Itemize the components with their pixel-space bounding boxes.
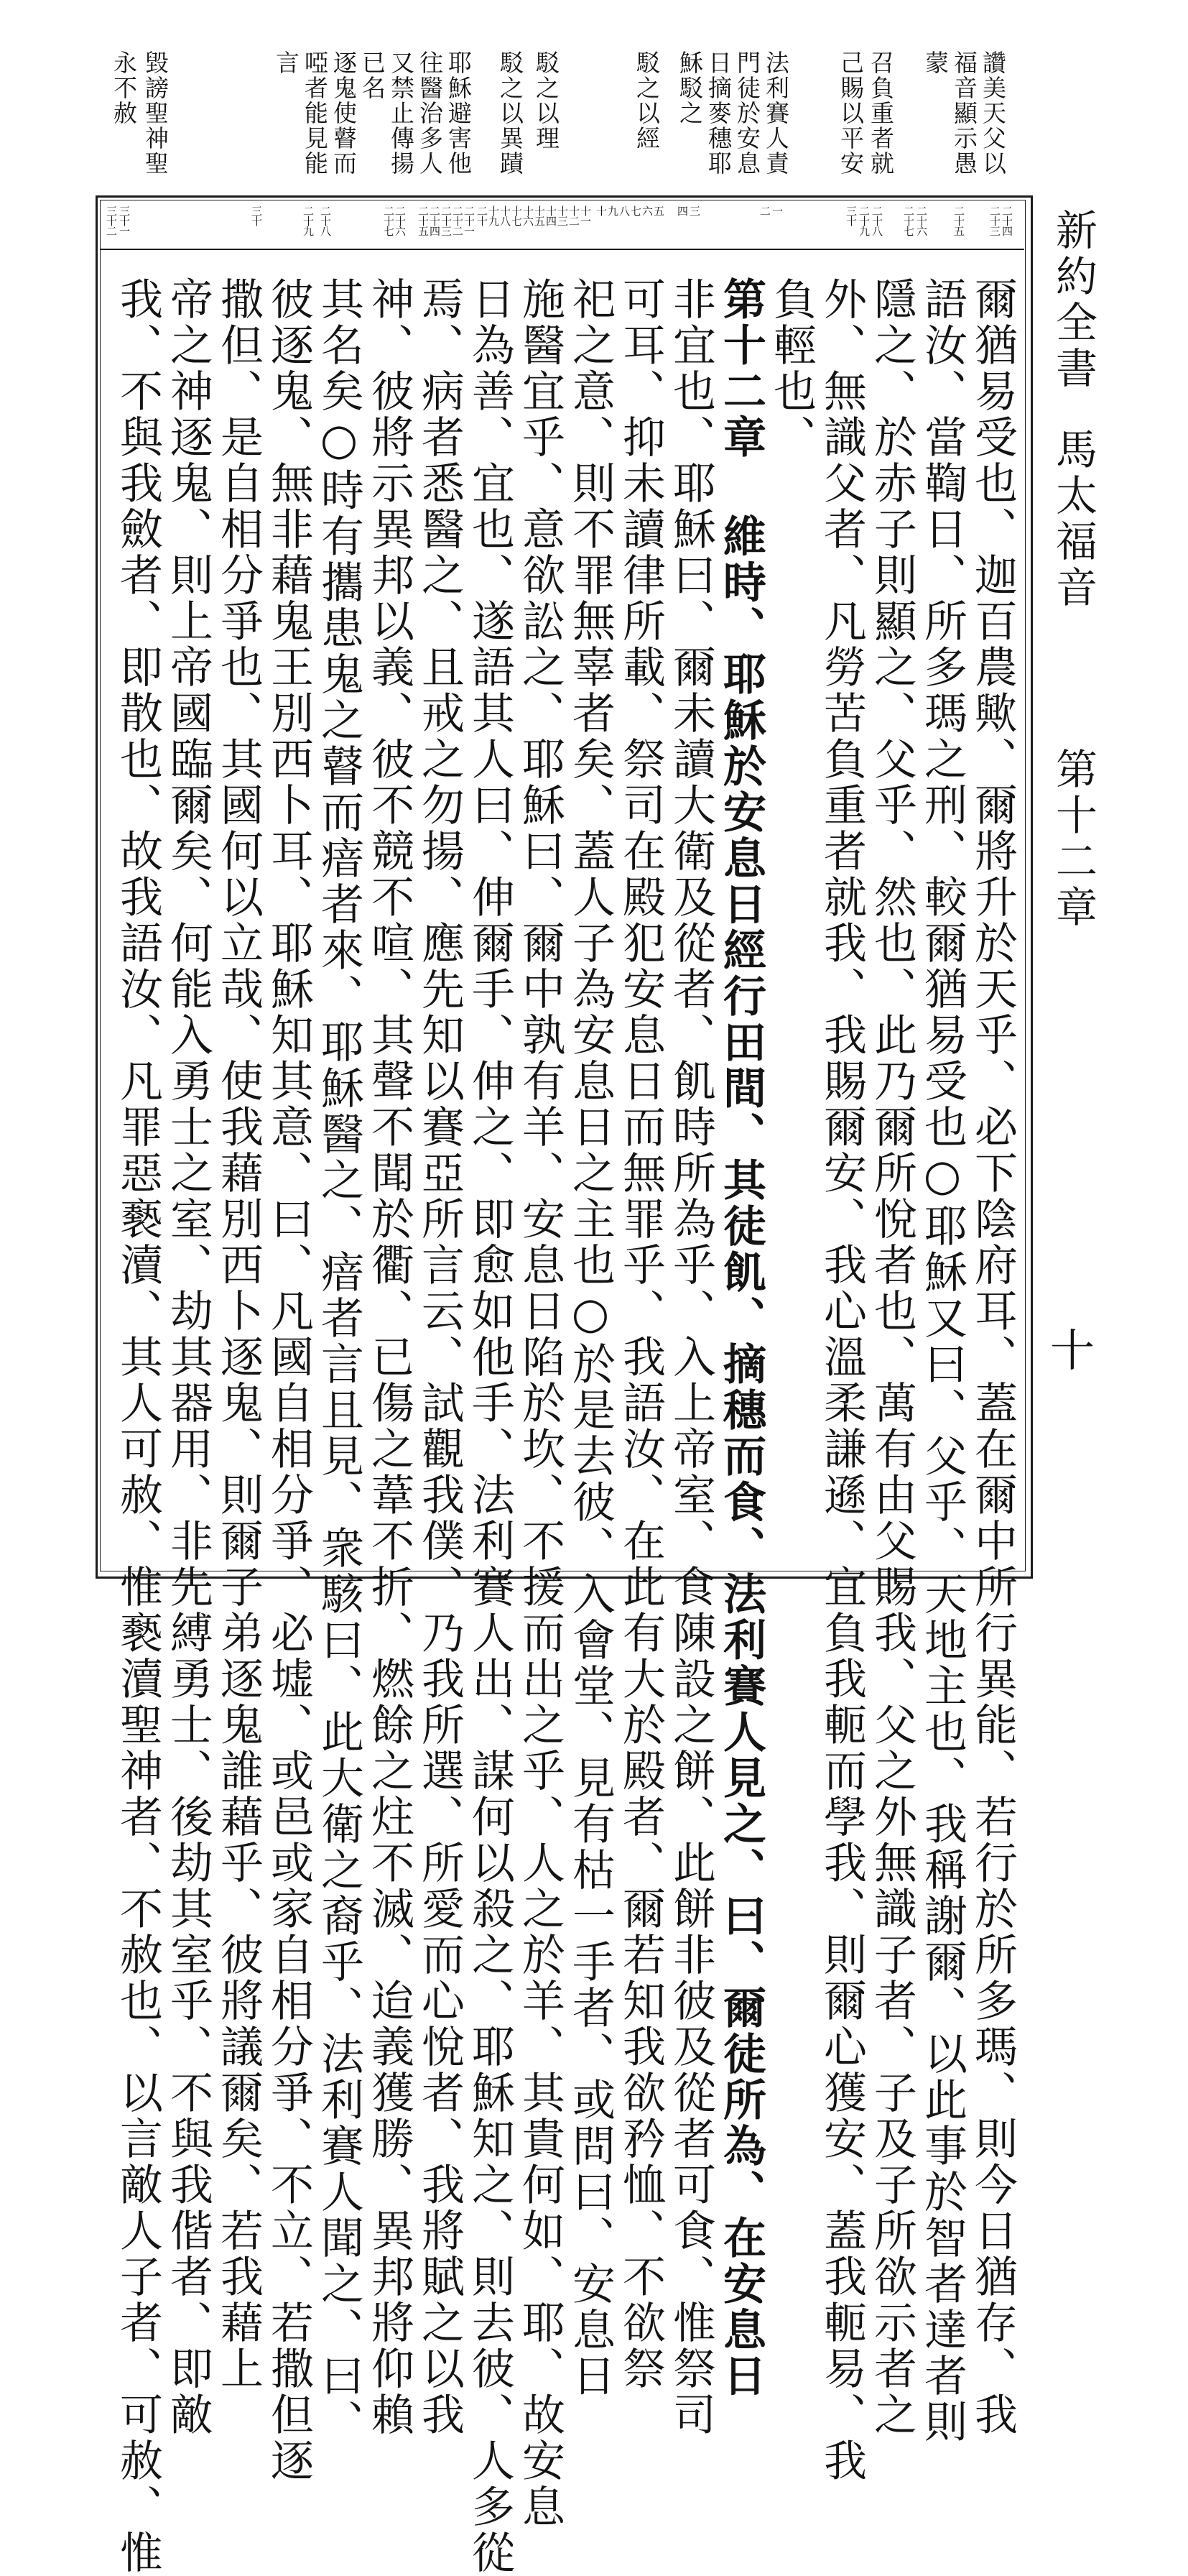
verse-number: 二 xyxy=(758,206,771,216)
chapter-heading-column: 第十二章 維時、耶穌於安息日經行田間、其徒飢、摘穗而食、法利賽人見之、曰、爾徒所為、在安息日 xyxy=(716,277,766,2399)
marginal-note-3: 蒙 xyxy=(922,50,950,75)
marginal-note-5: 己賜以平安 xyxy=(837,50,865,176)
text-column-8: 可耳、抑未讀律所載、祭司在殿犯安息日而無罪乎、我語汝、在此有大於殿者、爾若知我欲矜恤、不欲祭 xyxy=(616,277,666,2392)
text-column-17: 帝之神逐鬼、則上帝國臨爾矣、何能入勇士之室、劫其器用、非先縛勇士、後劫其室乎、不與我偕者、即敵 xyxy=(163,277,213,2438)
marginal-note-21: 永不赦 xyxy=(110,50,138,126)
verse-number: 二十三 xyxy=(988,206,1001,236)
verse-number: 二十八 xyxy=(871,206,883,236)
marginal-note-2: 福音顯示愚 xyxy=(950,50,978,176)
verse-number: 二十一 xyxy=(463,206,475,236)
verse-number: 二十九 xyxy=(858,206,871,236)
verse-ruler xyxy=(100,200,1024,250)
marginal-note-6: 法利賽人責 xyxy=(762,50,790,176)
verse-number: 二十七 xyxy=(902,206,915,236)
page-number: 十 xyxy=(1050,1324,1100,1377)
verse-number: 十一 xyxy=(579,206,592,226)
verse-number: 二十四 xyxy=(1001,206,1013,236)
marginal-note-19: 言 xyxy=(272,50,300,75)
text-column-5: 負輕也、 xyxy=(766,277,817,461)
marginal-note-20: 毀謗聖神聖 xyxy=(141,50,170,176)
text-column-11: 日為善、宜也、遂語其人曰、伸爾手、伸之、即愈如他手、法利賽人出、謀何以殺之、耶穌知之、則去彼、人多從 xyxy=(465,277,515,2576)
text-column-9: 祀之意、則不罪無辜者矣、蓋人子為安息日之主也○於是去彼、入會堂、見有枯一手者、或問曰、安息日 xyxy=(565,277,616,2399)
verse-number: 三十 xyxy=(845,206,858,226)
marginal-note-8: 日摘麥穗耶 xyxy=(705,50,733,176)
verse-number: 十八 xyxy=(498,206,511,226)
text-column-7: 非宜也、耶穌曰、爾未讀大衛及從者、飢時所為乎、入上帝室、食陳設之餅、此餅非彼及從者可食、惟祭司 xyxy=(666,277,716,2438)
text-column-12: 焉、病者悉醫之、且戒之勿揚、應先知以賽亞所言云、試觀我僕、乃我所選、所愛而心悅者、我將賦之以我 xyxy=(414,277,465,2438)
marginal-note-10: 駁之以經 xyxy=(633,50,661,151)
verse-number: 十三 xyxy=(556,206,569,226)
marginal-note-1: 讚美天父以 xyxy=(979,50,1007,176)
marginal-note-15: 又禁止傳揚 xyxy=(387,50,415,176)
verse-number: 七 xyxy=(629,206,642,216)
verse-number: 二十五 xyxy=(417,206,430,236)
verse-number: 十六 xyxy=(521,206,534,226)
marginal-note-9: 穌駁之 xyxy=(676,50,704,126)
verse-number: 二十四 xyxy=(428,206,441,236)
verse-number: 四 xyxy=(676,206,689,216)
verse-number: 二十九 xyxy=(302,206,315,236)
verse-number: 六 xyxy=(641,206,654,216)
text-column-4: 外、無識父者、凡勞苦負重者就我、我賜爾安、我心溫柔謙遜、宜負我軛而學我、則爾心獲安、蓋我軛易、我 xyxy=(817,277,867,2484)
text-column-2: 語汝、當鞫日、所多瑪之刑、較爾猶易受也○耶穌又曰、父乎、天地主也、我稱謝爾、以此事於智者達者則 xyxy=(917,277,967,2445)
verse-number: 十 xyxy=(595,206,608,216)
text-column-14: 其名矣○時有攜患鬼之瞽而瘖者來、耶穌醫之、瘖者言且見、衆駭曰、此大衛之裔乎、法利賽人聞之、曰、 xyxy=(314,277,364,2445)
marginal-note-13: 耶穌避害他 xyxy=(445,50,473,176)
verse-number: 二十 xyxy=(475,206,488,226)
text-column-10: 施醫宜乎、意欲訟之、耶穌曰、爾中孰有羊、安息日陷於坎、不援而出之乎、人之於羊、其貴何如、耶、故安息 xyxy=(515,277,565,2530)
verse-number: 十二 xyxy=(567,206,580,226)
verse-number: 三 xyxy=(688,206,701,216)
verse-number: 二十六 xyxy=(915,206,928,236)
marginal-note-4: 召負重者就 xyxy=(867,50,895,176)
marginal-note-7: 門徒於安息 xyxy=(733,50,761,176)
verse-number: 五 xyxy=(652,206,665,216)
verse-number: 十四 xyxy=(544,206,557,226)
text-column-18: 我、不與我斂者、即散也、故我語汝、凡罪惡褻瀆、其人可赦、惟褻瀆聖神者、不赦也、以言敵人子者、可赦、惟 xyxy=(113,277,163,2576)
verse-number: 一 xyxy=(771,206,784,216)
marginal-note-18: 啞者能見能 xyxy=(301,50,329,176)
verse-number: 二十七 xyxy=(382,206,395,236)
marginal-note-12: 駁之以異蹟 xyxy=(496,50,524,176)
verse-number: 二十六 xyxy=(394,206,407,236)
verse-number: 二十二 xyxy=(451,206,464,236)
marginal-note-14: 往醫治多人 xyxy=(416,50,444,176)
text-column-3: 隱之、於赤子則顯之、父乎、然也、此乃爾所悅者也、萬有由父賜我、父之外無識子者、子及子所欲示者之 xyxy=(867,277,917,2438)
verse-number: 八 xyxy=(618,206,631,216)
verse-number: 三十 xyxy=(250,206,263,226)
marginal-note-17: 逐鬼使瞽而 xyxy=(330,50,358,176)
marginal-note-11: 駁之以理 xyxy=(532,50,560,151)
verse-number: 十九 xyxy=(487,206,500,226)
marginal-note-16: 已名 xyxy=(358,50,386,101)
book-title: 新約全書 xyxy=(1049,208,1097,392)
text-column-16: 撒但、是自相分爭也、其國何以立哉、使我藉別西卜逐鬼、則爾子弟逐鬼誰藉乎、彼將議爾矣、若我藉上 xyxy=(213,277,264,2392)
gospel-title: 馬太福音 xyxy=(1049,428,1097,611)
verse-number: 十五 xyxy=(533,206,546,226)
chapter-title: 第十二章 xyxy=(1049,747,1097,931)
text-column-13: 神、彼將示異邦以義、彼不競不喧、其聲不聞於衢、已傷之葦不折、燃餘之炷不滅、迨義獲勝、異邦將仰賴 xyxy=(364,277,414,2438)
verse-number: 三十二 xyxy=(105,206,118,236)
verse-number: 二十三 xyxy=(440,206,453,236)
text-column-15: 彼逐鬼、無非藉鬼王別西卜耳、耶穌知其意、曰、凡國自相分爭、必墟、或邑或家自相分爭、不立、若撒但逐 xyxy=(264,277,314,2484)
verse-number: 二十八 xyxy=(319,206,332,236)
verse-number: 九 xyxy=(606,206,619,216)
verse-number: 十七 xyxy=(510,206,523,226)
verse-number: 三十一 xyxy=(118,206,131,236)
verse-number: 二十五 xyxy=(952,206,965,236)
text-column-1: 爾猶易受也、迦百農歟、爾將升於天乎、必下陰府耳、蓋在爾中所行異能、若行於所多瑪、則今日猶存、我 xyxy=(967,277,1018,2438)
